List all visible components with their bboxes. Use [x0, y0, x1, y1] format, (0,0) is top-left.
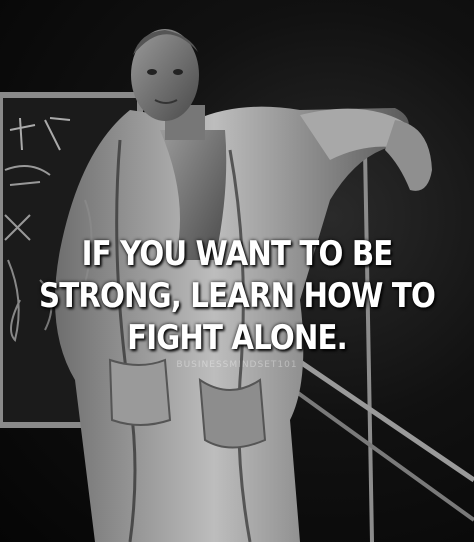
quote-line-1: IF YOU WANT TO BE [81, 234, 393, 274]
motivational-quote [33, 233, 441, 359]
quote-line-2: STRONG, LEARN HOW TO [39, 276, 435, 316]
watermark: BUSINESSMINDSET101 [176, 360, 298, 370]
quote-line-3: FIGHT ALONE. [127, 318, 347, 358]
